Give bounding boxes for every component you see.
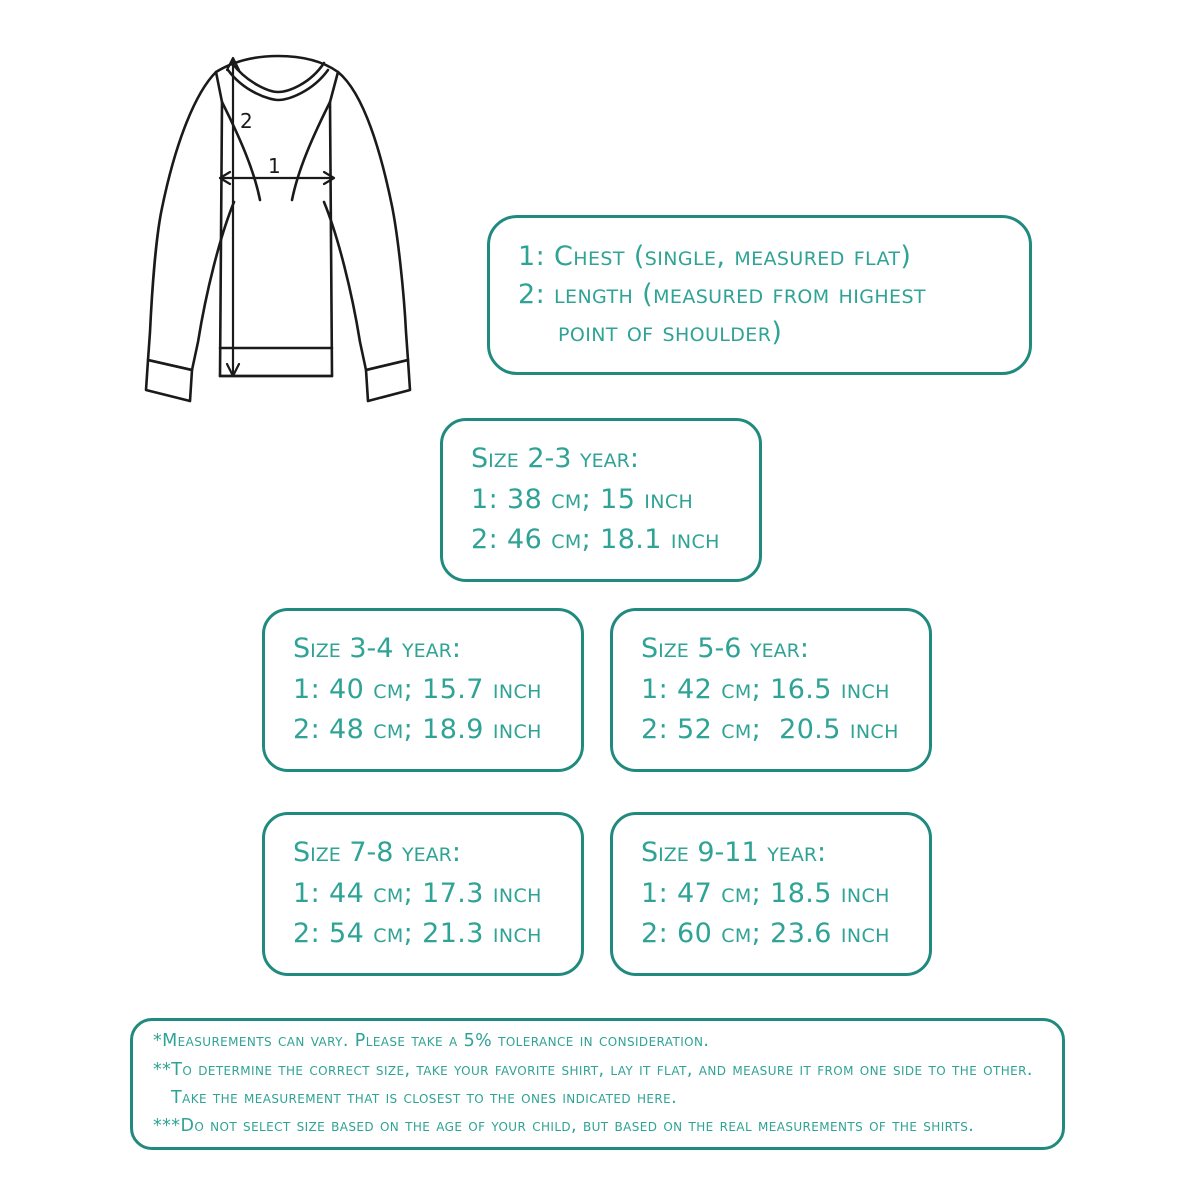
- length-marker-label: 2: [240, 109, 253, 133]
- size-box-7-8-year: [262, 812, 584, 976]
- size-box-9-11-year: [610, 812, 932, 976]
- footnote-1: *Measurements can vary. Please take a 5% tolerance in consideration.: [153, 1031, 710, 1052]
- raglan-seam-right: [292, 102, 330, 200]
- chest-marker-label: 1: [268, 154, 281, 178]
- left-cuff: [146, 360, 192, 401]
- long-sleeve-shirt-diagram: [120, 30, 460, 410]
- size-title: Size 9-11 year:: [641, 837, 827, 869]
- size-title: Size 3-4 year:: [293, 633, 461, 665]
- legend-line-2: 2: length (measured from highest: [518, 278, 926, 310]
- right-sleeve-outline: [324, 72, 408, 370]
- footnote-2-continued: Take the measurement that is closest to the ones indicated here.: [171, 1088, 678, 1108]
- size-length-value: 2: 46 cm; 18.1 inch: [471, 524, 720, 556]
- size-chest-value: 1: 42 cm; 16.5 inch: [641, 673, 890, 705]
- size-box-3-4-year: [262, 608, 584, 772]
- size-length-value: 2: 52 cm; 20.5 inch: [641, 714, 899, 746]
- size-box-2-3-year: [440, 418, 762, 582]
- legend-box: [487, 215, 1032, 375]
- footnote-3: ***Do not select size based on the age of your child, but based on the real measurements of the shirts.: [153, 1116, 975, 1137]
- body-outline: [216, 56, 338, 376]
- size-chest-value: 1: 47 cm; 18.5 inch: [641, 877, 890, 909]
- size-box-5-6-year: [610, 608, 932, 772]
- legend-line-3: point of shoulder): [558, 317, 783, 349]
- right-cuff: [366, 360, 410, 401]
- size-title: Size 7-8 year:: [293, 837, 461, 869]
- legend-line-1: 1: Chest (single, measured flat): [518, 240, 912, 272]
- footnote-2: **To determine the correct size, take your favorite shirt, lay it flat, and measure it from one side to the other.: [153, 1059, 1033, 1080]
- size-chest-value: 1: 38 cm; 15 inch: [471, 483, 694, 515]
- size-chest-value: 1: 44 cm; 17.3 inch: [293, 877, 542, 909]
- size-length-value: 2: 54 cm; 21.3 inch: [293, 918, 542, 950]
- size-length-value: 2: 48 cm; 18.9 inch: [293, 714, 542, 746]
- size-title: Size 5-6 year:: [641, 633, 809, 665]
- footnotes-box: [130, 1018, 1065, 1150]
- size-length-value: 2: 60 cm; 23.6 inch: [641, 918, 890, 950]
- size-title: Size 2-3 year:: [471, 443, 639, 475]
- size-chest-value: 1: 40 cm; 15.7 inch: [293, 673, 542, 705]
